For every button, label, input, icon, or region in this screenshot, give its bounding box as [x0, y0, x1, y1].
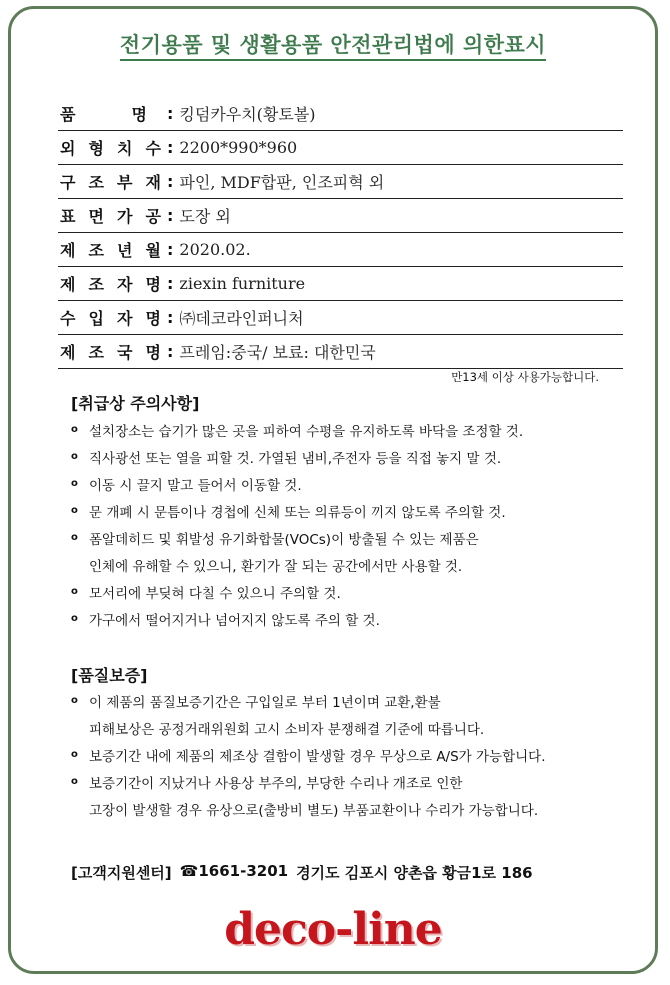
- spec-table: [58, 97, 623, 369]
- caution-list-item: [71, 605, 661, 632]
- caution-item-text: 문 개폐 시 문틈이나 경첩에 신체 또는 의류등이 끼지 않도록 주의할 것.: [89, 504, 506, 521]
- spec-colon: :: [167, 206, 174, 225]
- spec-label-char: 명: [131, 105, 147, 124]
- caution-item-text: 이동 시 끌지 말고 들어서 이동할 것.: [89, 477, 302, 494]
- spec-label-char: 구: [60, 173, 76, 192]
- spec-label-char: 조: [88, 173, 104, 192]
- spec-colon: :: [167, 104, 174, 123]
- spec-value: ziexin furniture: [179, 274, 306, 293]
- customer-center-address: 경기도 김포시 양촌읍 황금1로 186: [296, 864, 533, 882]
- spec-label: [58, 238, 161, 261]
- spec-row: [58, 97, 623, 131]
- spec-label-char: 명: [145, 309, 161, 328]
- spec-row: [58, 335, 623, 369]
- spec-row: [58, 131, 623, 165]
- spec-label-char: 제: [60, 241, 76, 260]
- caution-list-item: [71, 470, 661, 497]
- warranty-list: [71, 687, 661, 822]
- spec-label-char: 외: [60, 139, 76, 158]
- spec-colon: :: [167, 240, 174, 259]
- spec-label-char: 부: [117, 173, 133, 192]
- bullet-icon: o: [71, 532, 78, 543]
- spec-label-char: 제: [60, 275, 76, 294]
- spec-label-char: 제: [60, 343, 76, 362]
- warranty-list-item: [71, 795, 661, 822]
- warranty-list-item: [71, 687, 661, 714]
- spec-value: 프레임:중국/ 보료: 대한민국: [179, 343, 376, 362]
- spec-label-char: 가: [117, 207, 133, 226]
- customer-center-phone: ☎1661-3201: [179, 862, 289, 880]
- spec-colon: :: [167, 308, 174, 327]
- spec-label-char: 자: [117, 309, 133, 328]
- warranty-item-text: 이 제품의 품질보증기간은 구입일로 부터 1년이며 교환,환불: [89, 694, 441, 711]
- caution-item-text: 가구에서 떨어지거나 넘어지지 않도록 주의 할 것.: [89, 612, 380, 629]
- warranty-item-text: 피해보상은 공정거래위원회 고시 소비자 분쟁해결 기준에 따릅니다.: [89, 721, 485, 738]
- spec-value: 킹덤카우치(황토볼): [179, 105, 316, 124]
- spec-colon: :: [167, 274, 174, 293]
- spec-row: [58, 165, 623, 199]
- warranty-list-item: [71, 741, 661, 768]
- caution-list-item: [71, 524, 661, 551]
- spec-label-char: 명: [145, 275, 161, 294]
- deco-line-logo: deco-line: [224, 904, 442, 955]
- spec-label: [58, 136, 161, 159]
- spec-colon: :: [167, 342, 174, 361]
- spec-row: [58, 233, 623, 267]
- bullet-icon: o: [71, 505, 78, 516]
- bullet-icon: o: [71, 749, 78, 760]
- caution-list: [71, 416, 661, 632]
- spec-label: [58, 306, 161, 329]
- spec-label-char: 표: [60, 207, 76, 226]
- caution-item-text: 모서리에 부딪혀 다칠 수 있으니 주의할 것.: [89, 585, 341, 602]
- caution-item-text: 인체에 유해할 수 있으니, 환기가 잘 되는 공간에서만 사용할 것.: [89, 558, 463, 575]
- label-card: [8, 6, 658, 974]
- spec-label-char: 수: [60, 309, 76, 328]
- spec-value: ㈜데코라인퍼니처: [179, 309, 304, 328]
- warranty-item-text: 고장이 발생할 경우 유상으로(출방비 별도) 부품교환이나 수리가 가능합니다.: [89, 802, 539, 819]
- spec-label-char: 재: [145, 173, 161, 192]
- spec-label-char: 치: [117, 139, 133, 158]
- spec-label: [58, 272, 161, 295]
- caution-item-text: 직사광선 또는 열을 피할 것. 가열된 냄비,주전자 등을 직접 놓지 말 것.: [89, 450, 502, 467]
- spec-label-char: 조: [88, 343, 104, 362]
- spec-label-char: 공: [145, 207, 161, 226]
- caution-list-item: [71, 497, 661, 524]
- bullet-icon: o: [71, 478, 78, 489]
- spec-label: [58, 170, 161, 193]
- bullet-icon: o: [71, 613, 78, 624]
- spec-label-char: 조: [88, 275, 104, 294]
- customer-center: [71, 862, 533, 883]
- spec-label-char: 조: [88, 241, 104, 260]
- spec-value: 파인, MDF합판, 인조피혁 외: [179, 173, 385, 192]
- spec-label-char: 수: [145, 139, 161, 158]
- caution-item-text: 폼알데히드 및 휘발성 유기화합물(VOCs)이 방출될 수 있는 제품은: [89, 531, 479, 548]
- page-title: [11, 29, 655, 59]
- spec-value: 2020.02.: [179, 240, 251, 259]
- spec-label-char: 입: [88, 309, 104, 328]
- warranty-list-item: [71, 768, 661, 795]
- spec-value: 도장 외: [179, 207, 231, 226]
- bullet-icon: o: [71, 695, 78, 706]
- spec-row: [58, 301, 623, 335]
- spec-colon: :: [167, 172, 174, 191]
- spec-value: 2200*990*960: [179, 138, 298, 157]
- age-note: 만13세 이상 사용가능합니다.: [451, 370, 599, 384]
- spec-label-char: 명: [145, 343, 161, 362]
- bullet-icon: o: [71, 451, 78, 462]
- caution-list-item: [71, 551, 661, 578]
- caution-heading: [취급상 주의사항]: [71, 394, 200, 413]
- spec-label: [58, 204, 161, 227]
- warranty-list-item: [71, 714, 661, 741]
- warranty-heading: [품질보증]: [71, 666, 148, 685]
- spec-label: [58, 102, 161, 125]
- spec-label-char: 국: [117, 343, 133, 362]
- warranty-item-text: 보증기간 내에 제품의 제조상 결함이 발생할 경우 무상으로 A/S가 가능합니다.: [89, 748, 546, 765]
- caution-list-item: [71, 416, 661, 443]
- bullet-icon: o: [71, 586, 78, 597]
- customer-center-label: [고객지원센터]: [71, 864, 172, 882]
- bullet-icon: o: [71, 776, 78, 787]
- spec-label-char: 년: [117, 241, 133, 260]
- spec-label-char: 면: [88, 207, 104, 226]
- spec-row: [58, 199, 623, 233]
- spec-label-char: 자: [117, 275, 133, 294]
- caution-list-item: [71, 578, 661, 605]
- caution-list-item: [71, 443, 661, 470]
- bullet-icon: o: [71, 424, 78, 435]
- spec-row: [58, 267, 623, 301]
- spec-label-char: 품: [60, 105, 76, 124]
- spec-label: [58, 340, 161, 363]
- spec-label-char: 형: [88, 139, 104, 158]
- warranty-item-text: 보증기간이 지났거나 사용상 부주의, 부당한 수리나 개조로 인한: [89, 775, 463, 792]
- spec-colon: :: [167, 138, 174, 157]
- spec-label-char: 월: [145, 241, 161, 260]
- title-text: 전기용품 및 생활용품 안전관리법에 의한표시: [120, 33, 546, 61]
- caution-item-text: 설치장소는 습기가 많은 곳을 피하여 수평을 유지하도록 바닥을 조정할 것.: [89, 423, 524, 440]
